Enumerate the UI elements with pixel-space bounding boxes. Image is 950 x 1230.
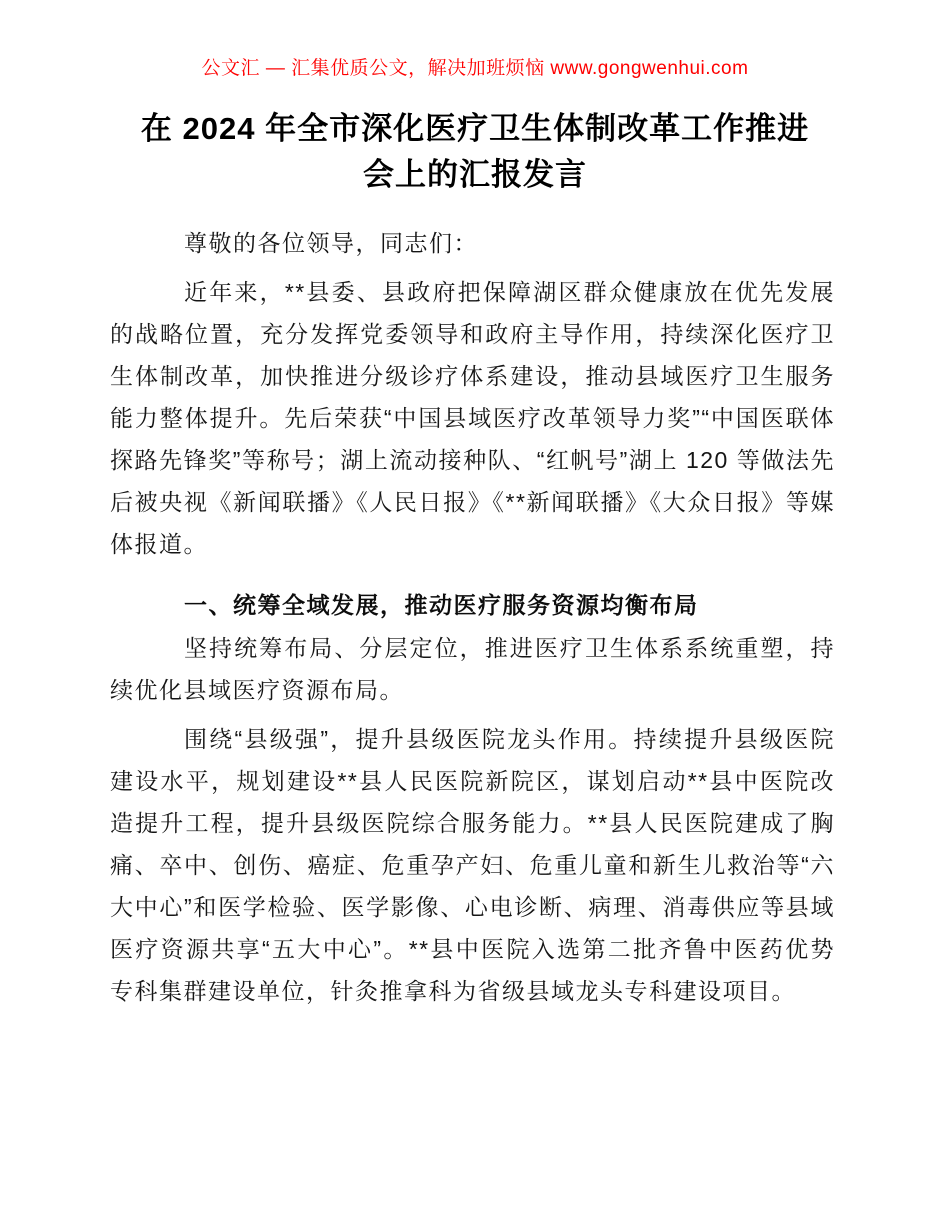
document-title xyxy=(110,106,840,198)
section-1-paragraph-1: 坚持统筹布局、分层定位，推进医疗卫生体系系统重塑，持续优化县域医疗资源布局。 xyxy=(110,635,835,703)
section-heading-1: 一、统筹全域发展，推动医疗服务资源均衡布局 xyxy=(184,592,699,618)
title-line-2: 会上的汇报发言 xyxy=(363,157,587,192)
salutation-paragraph: 尊敬的各位领导，同志们： xyxy=(184,230,478,256)
section-1-paragraph-2: 围绕“县级强”，提升县级医院龙头作用。持续提升县级医院建设水平，规划建设**县人民医院新院区，谋划启动**县中医院改造提升工程，提升县级医院综合服务能力。**县人民医院建成了胸痛、卒中、创伤、癌症、危重孕产妇、危重儿童和新生儿救治等“六大中心”和医学检验、医学影像、心电诊断、病理、消毒供应等县域医疗资源共享“五大中心”。**县中医院入选第二批齐鲁中医药优势专科集群建设单位，针灸推拿科为省级县域龙头专科建设项目。 xyxy=(110,726,835,1004)
site-promo-banner: 公文汇 — 汇集优质公文，解决加班烦恼 www.gongwenhui.com xyxy=(201,58,749,79)
intro-paragraph: 近年来，**县委、县政府把保障湖区群众健康放在优先发展的战略位置，充分发挥党委领导和政府主导作用，持续深化医疗卫生体制改革，加快推进分级诊疗体系建设，推动县域医疗卫生服务能力整体提升。先后荣获“中国县域医疗改革领导力奖”“中国医联体探路先锋奖”等称号；湖上流动接种队、“红帆号”湖上 120 等做法先后被央视《新闻联播》《人民日报》《**新闻联播》《大众日报》等媒体报道。 xyxy=(110,279,835,557)
document-body xyxy=(110,222,835,1012)
title-line-1: 在 2024 年全市深化医疗卫生体制改革工作推进 xyxy=(140,111,810,146)
